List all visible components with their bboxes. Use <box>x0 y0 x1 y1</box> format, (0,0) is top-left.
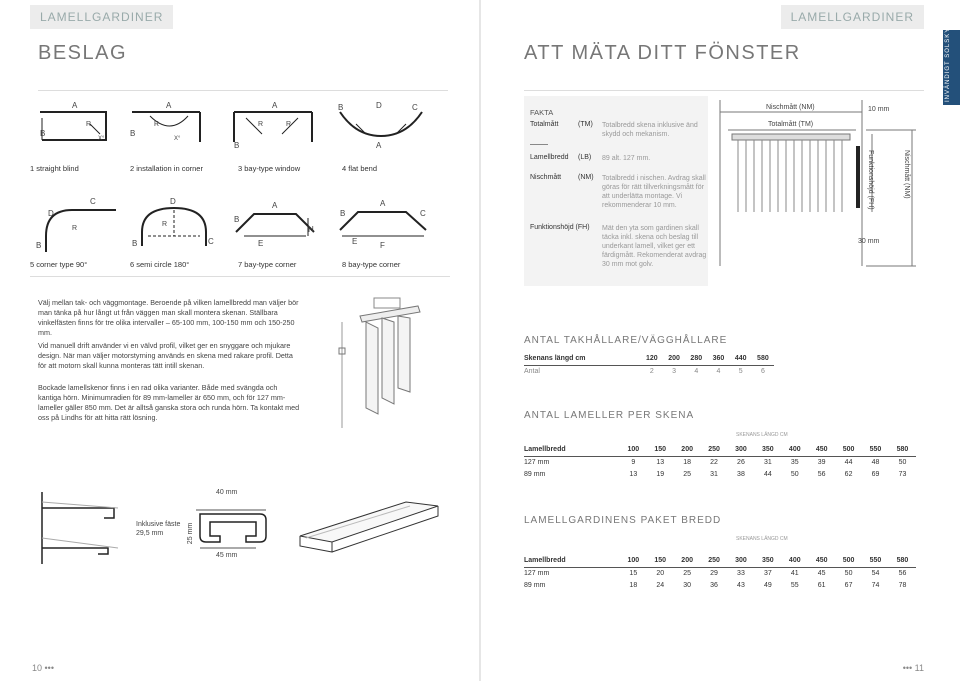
table-header: Skenans längd cm 120 200 280 360 440 580 <box>524 353 774 365</box>
per-rail-table <box>524 444 916 480</box>
svg-text:D: D <box>170 197 176 206</box>
measure-title: ATT MÄTA DITT FÖNSTER <box>524 42 801 64</box>
inklusive-label: Inklusive fäste 29,5 mm <box>136 521 181 537</box>
svg-text:A: A <box>376 141 382 150</box>
fig-10mm: 10 mm <box>868 106 890 113</box>
table-row: Antal 2 3 4 4 5 6 <box>524 367 765 375</box>
svg-text:B: B <box>234 141 240 150</box>
svg-text:D: D <box>48 209 54 218</box>
dim-45: 45 mm <box>216 552 238 559</box>
paragraph-bent-rails: Bockade lamellskenor finns i en rad olika varianter. Både med svängda och kantiga hörn. Minimumradien för 89 mm-lameller är 650 mm, och för 127 mm-lameller gäller 850 mm. Det är alltså ganska stora och runda hörn. Ta kontakt med oss på Lindhs för att hitta rätt lösning. <box>38 383 300 422</box>
pack-title: LAMELLGARDINENS PAKET BREDD <box>524 515 722 526</box>
fig-nischmatt: Nischmått (NM) <box>766 104 815 111</box>
svg-text:C: C <box>208 237 214 246</box>
svg-text:X°: X° <box>98 136 105 142</box>
header-tab-left: LAMELLGARDINER <box>30 5 173 29</box>
svg-text:E: E <box>352 237 358 246</box>
fig-funktionshojd: Funktionshöjd (FH) <box>867 150 874 210</box>
svg-text:A: A <box>272 101 278 110</box>
fakta-box: FAKTA Totalmått (TM) Totalbredd skena inklusive änd skydd och mekanism. Lamellbredd (LB) 89 alt. 127 mm. Nischmått (NM) Totalbredd i nischen. Avdrag skall göras för rätt tillverkningsmått för att underlätta montage. Vi rekommenderar 10 mm. Funktionshöjd (FH) Mät den yta som gardinen skall täcka inkl. skena och beslag till underkant lamell, vilket ger ett färdigmått. Rekomenderat avdrag 30 mm mot golv. <box>524 96 708 286</box>
diagram-bay-corner-7 <box>232 196 322 256</box>
svg-text:R: R <box>258 121 264 128</box>
svg-text:A: A <box>272 201 278 210</box>
caption-6: 6 semi circle 180° <box>130 260 190 269</box>
fig-totalmatt: Totalmått (TM) <box>768 121 814 128</box>
svg-text:R: R <box>154 121 160 128</box>
page-number-right: ••• 11 <box>902 663 924 673</box>
header-tab-right: LAMELLGARDINER <box>781 5 924 29</box>
table-header: Lamellbredd 100 150 200 250 300 350 400 450 500 550 580 <box>524 444 916 456</box>
svg-text:R: R <box>162 221 168 228</box>
table-row: 127 mm 15 20 25 29 33 37 41 45 50 54 56 <box>524 569 907 577</box>
svg-text:B: B <box>36 241 42 250</box>
holders-title: ANTAL TAKHÅLLARE/VÄGGHÅLLARE <box>524 335 728 346</box>
page-gutter <box>479 0 481 681</box>
section-sidebar: INVÄNDIGT SOLSKYDD <box>943 30 960 105</box>
bracket-drawing <box>38 488 128 568</box>
table-row: 89 mm 13 19 25 31 38 44 50 56 62 69 73 <box>524 470 907 478</box>
fakta-rule <box>530 144 548 145</box>
diagram-bay-corner-8 <box>336 196 430 256</box>
per-rail-sub: SKENANS LÄNGD CM <box>736 432 788 438</box>
table-header: Lamellbredd 100 150 200 250 300 350 400 450 500 550 580 <box>524 555 916 567</box>
caption-1: 1 straight blind <box>30 164 79 173</box>
fig-nischmatt-vertical: Nischmått (NM) <box>903 150 910 199</box>
svg-text:R: R <box>286 121 292 128</box>
divider <box>30 276 450 277</box>
caption-3: 3 bay-type window <box>238 164 301 173</box>
holders-table <box>524 353 774 377</box>
rail-profile-drawing <box>186 496 276 556</box>
per-rail-title: ANTAL LAMELLER PER SKENA <box>524 410 695 421</box>
diagram-corner-90 <box>36 196 120 256</box>
title-divider-right <box>524 90 924 91</box>
svg-text:B: B <box>340 209 346 218</box>
svg-text:C: C <box>412 103 418 112</box>
svg-text:E: E <box>258 239 264 248</box>
svg-text:C: C <box>420 209 426 218</box>
diagram-installation-corner <box>130 100 210 150</box>
pack-table <box>524 555 916 591</box>
page-number-left: 10 ••• <box>32 663 54 673</box>
table-row: 127 mm 9 13 18 22 26 31 35 39 44 48 50 <box>524 458 907 466</box>
caption-5: 5 corner type 90° <box>30 260 88 269</box>
fig-30mm: 30 mm <box>858 238 880 245</box>
rail-3d-drawing <box>296 496 446 556</box>
caption-8: 8 bay-type corner <box>342 260 401 269</box>
pack-sub: SKENANS LÄNGD CM <box>736 536 788 542</box>
svg-text:C: C <box>90 197 96 206</box>
diagram-flat-bend <box>336 100 426 150</box>
svg-text:D: D <box>376 101 382 110</box>
caption-4: 4 flat bend <box>342 164 378 173</box>
svg-text:B: B <box>40 129 46 138</box>
paragraph-profile: Vid manuell drift använder vi en välvd profil, vilket ger en snyggare och mjukare design. När man väljer motorstyrning används en skena med rakare profil. Detta för att motorn skall kunna monteras tätt intill skenan. <box>38 341 293 370</box>
caption-2: 2 installation in corner <box>130 164 203 173</box>
svg-text:R: R <box>86 121 92 128</box>
svg-text:B: B <box>130 129 136 138</box>
svg-text:F: F <box>380 241 385 250</box>
fakta-heading: FAKTA <box>530 108 554 117</box>
blind-mechanism-illustration <box>330 288 430 438</box>
dim-40: 40 mm <box>216 489 238 496</box>
beslag-title: BESLAG <box>38 42 128 64</box>
title-divider <box>38 90 448 91</box>
svg-text:B: B <box>234 215 240 224</box>
svg-text:X°: X° <box>174 136 181 142</box>
window-measure-figure <box>716 96 916 286</box>
svg-text:A: A <box>380 199 386 208</box>
svg-text:B: B <box>338 103 344 112</box>
diagram-semi-circle <box>128 196 218 256</box>
svg-text:A: A <box>72 101 78 110</box>
diagram-bay-window <box>232 100 317 150</box>
table-row: 89 mm 18 24 30 36 43 49 55 61 67 74 78 <box>524 581 907 589</box>
dim-25: 25 mm <box>187 522 195 545</box>
svg-text:A: A <box>166 101 172 110</box>
svg-text:B: B <box>132 239 138 248</box>
paragraph-mounting: Välj mellan tak- och väggmontage. Beroende på vilken lamellbredd man väljer bör man tänka på hur långt ut från väggen man skall montera skenan. Ställbara vinkelfästen finns för tre olika intervaller – 65-100 mm, 100-150 mm och 150-250 mm. <box>38 298 299 337</box>
svg-text:R: R <box>72 225 78 232</box>
caption-7: 7 bay-type corner <box>238 260 297 269</box>
diagram-straight-blind <box>38 100 118 150</box>
svg-text:H: H <box>308 225 314 234</box>
